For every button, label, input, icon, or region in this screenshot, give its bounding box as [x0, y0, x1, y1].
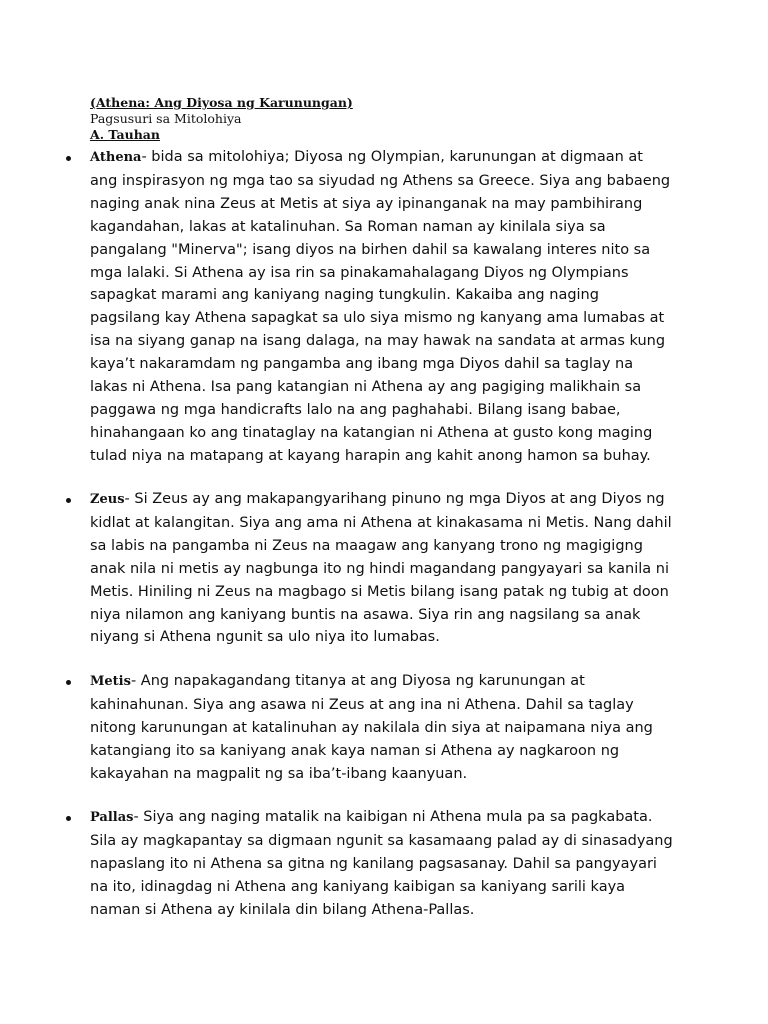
entry-line: naman si Athena ay kinilala din bilang Athena-Pallas. [90, 901, 475, 918]
entry-line: isa na siyang ganap na isang dalaga, na may hawak na sandata at armas kung [90, 333, 666, 350]
entry-line: lakas ni Athena. Isa pang katangian ni Athena ay ang pagiging malikhain sa [90, 379, 642, 396]
entry-line: niya nilamon ang kaniyang buntis na asawa. Siya rin ang nagsilang sa anak [90, 606, 641, 623]
entry-line: Metis. Hiniling ni Zeus na magbago si Metis bilang isang patak ng tubig at doon [90, 583, 669, 600]
bullet-icon [66, 498, 71, 503]
entry-line: paggawa ng mga handicrafts lalo na ang paghahabi. Bilang isang babae, [90, 401, 621, 418]
entry-text [90, 806, 690, 922]
entry-line: kidlat at kalangitan. Siya ang ama ni Athena at kinakasama ni Metis. Nang dahil [90, 514, 672, 531]
entry-line: - bida sa mitolohiya; Diyosa ng Olympian, karunungan at digmaan at [141, 149, 643, 165]
entry-line: hinahangaan ko ang tinataglay na katangian ni Athena at gusto kong maging [90, 424, 653, 441]
document-title: (Athena: Ang Diyosa ng Karunungan) [90, 95, 353, 110]
entry-line: naging anak nina Zeus at Metis at siya ay ipinanganak na may pambihirang [90, 195, 643, 212]
entry-line: - Ang napakagandang titanya at ang Diyosa ng karunungan at [130, 673, 585, 689]
entry-line: Sila ay magkapantay sa digmaan ngunit sa kasamaang palad ay di sinasadyang [90, 832, 673, 849]
entry-line: niyang si Athena ngunit sa ulo niya ito lumabas. [90, 629, 440, 646]
bullet-icon [66, 816, 71, 821]
entry-first-line [90, 670, 690, 694]
entry-first-line [90, 806, 690, 830]
entry-line: katangiang ito sa kaniyang anak kaya naman si Athena ay nagkaroon ng [90, 742, 620, 759]
entry-line: - Siya ang naging matalik na kaibigan ni Athena mula pa sa pagkabata. [133, 809, 653, 825]
bullet-icon [66, 156, 71, 161]
bullet-icon [66, 680, 71, 685]
entry-line: kaya’t nakaramdam ng pangamba ang ibang mga Diyos dahil sa taglay na [90, 356, 634, 373]
character-name: Pallas [90, 810, 134, 825]
character-name: Zeus [90, 492, 125, 507]
entry-line: tulad niya na matapang at kayang harapin ang kahit anong hamon sa buhay. [90, 447, 651, 464]
entry-line: kakayahan na magpalit ng sa iba’t-ibang kaanyuan. [90, 765, 468, 782]
entry-line: na ito, idinagdag ni Athena ang kaniyang kaibigan sa kaniyang sarili kaya [90, 878, 626, 895]
entry-line: kagandahan, lakas at katalinuhan. Sa Roman naman ay kinilala siya sa [90, 218, 606, 235]
entry-text [90, 146, 690, 468]
entry-line: sapagkat marami ang kaniyang naging tungkulin. Kakaiba ang naging [90, 287, 599, 304]
entry-line: kahinahunan. Siya ang asawa ni Zeus at ang ina ni Athena. Dahil sa taglay [90, 696, 634, 713]
entry-line: mga lalaki. Si Athena ay isa rin sa pinakamahalagang Diyos ng Olympians [90, 264, 629, 281]
entry-first-line [90, 146, 690, 170]
entry-line: - Si Zeus ay ang makapangyarihang pinuno ng mga Diyos at ang Diyos ng [124, 491, 665, 507]
entry-line: sa labis na pangamba ni Zeus na maagaw ang kanyang trono ng magigigng [90, 537, 643, 554]
entry-text [90, 488, 690, 649]
entry-line: nitong karunungan at katalinuhan ay nakilala din siya at naipamana niya ang [90, 719, 653, 736]
document-subtitle: Pagsusuri sa Mitolohiya [90, 111, 242, 126]
entry-line: pangalang "Minerva"; isang diyos na birhen dahil sa kawalang interes nito sa [90, 241, 651, 258]
entry-line: pagsilang kay Athena sapagkat sa ulo siya mismo ng kanyang ama lumabas at [90, 310, 665, 327]
character-name: Athena [90, 150, 142, 165]
entry-first-line [90, 488, 690, 512]
entry-text [90, 670, 690, 786]
section-heading: A. Tauhan [90, 127, 160, 142]
entry-line: napaslang ito ni Athena sa gitna ng kanilang pagsasanay. Dahil sa pangyayari [90, 855, 657, 872]
entry-line: ang inspirasyon ng mga tao sa siyudad ng Athens sa Greece. Siya ang babaeng [90, 172, 671, 189]
document-header [90, 95, 353, 143]
character-name: Metis [90, 674, 131, 689]
entry-line: anak nila ni metis ay nagbunga ito ng hindi magandang pangyayari sa kanila ni [90, 560, 669, 577]
